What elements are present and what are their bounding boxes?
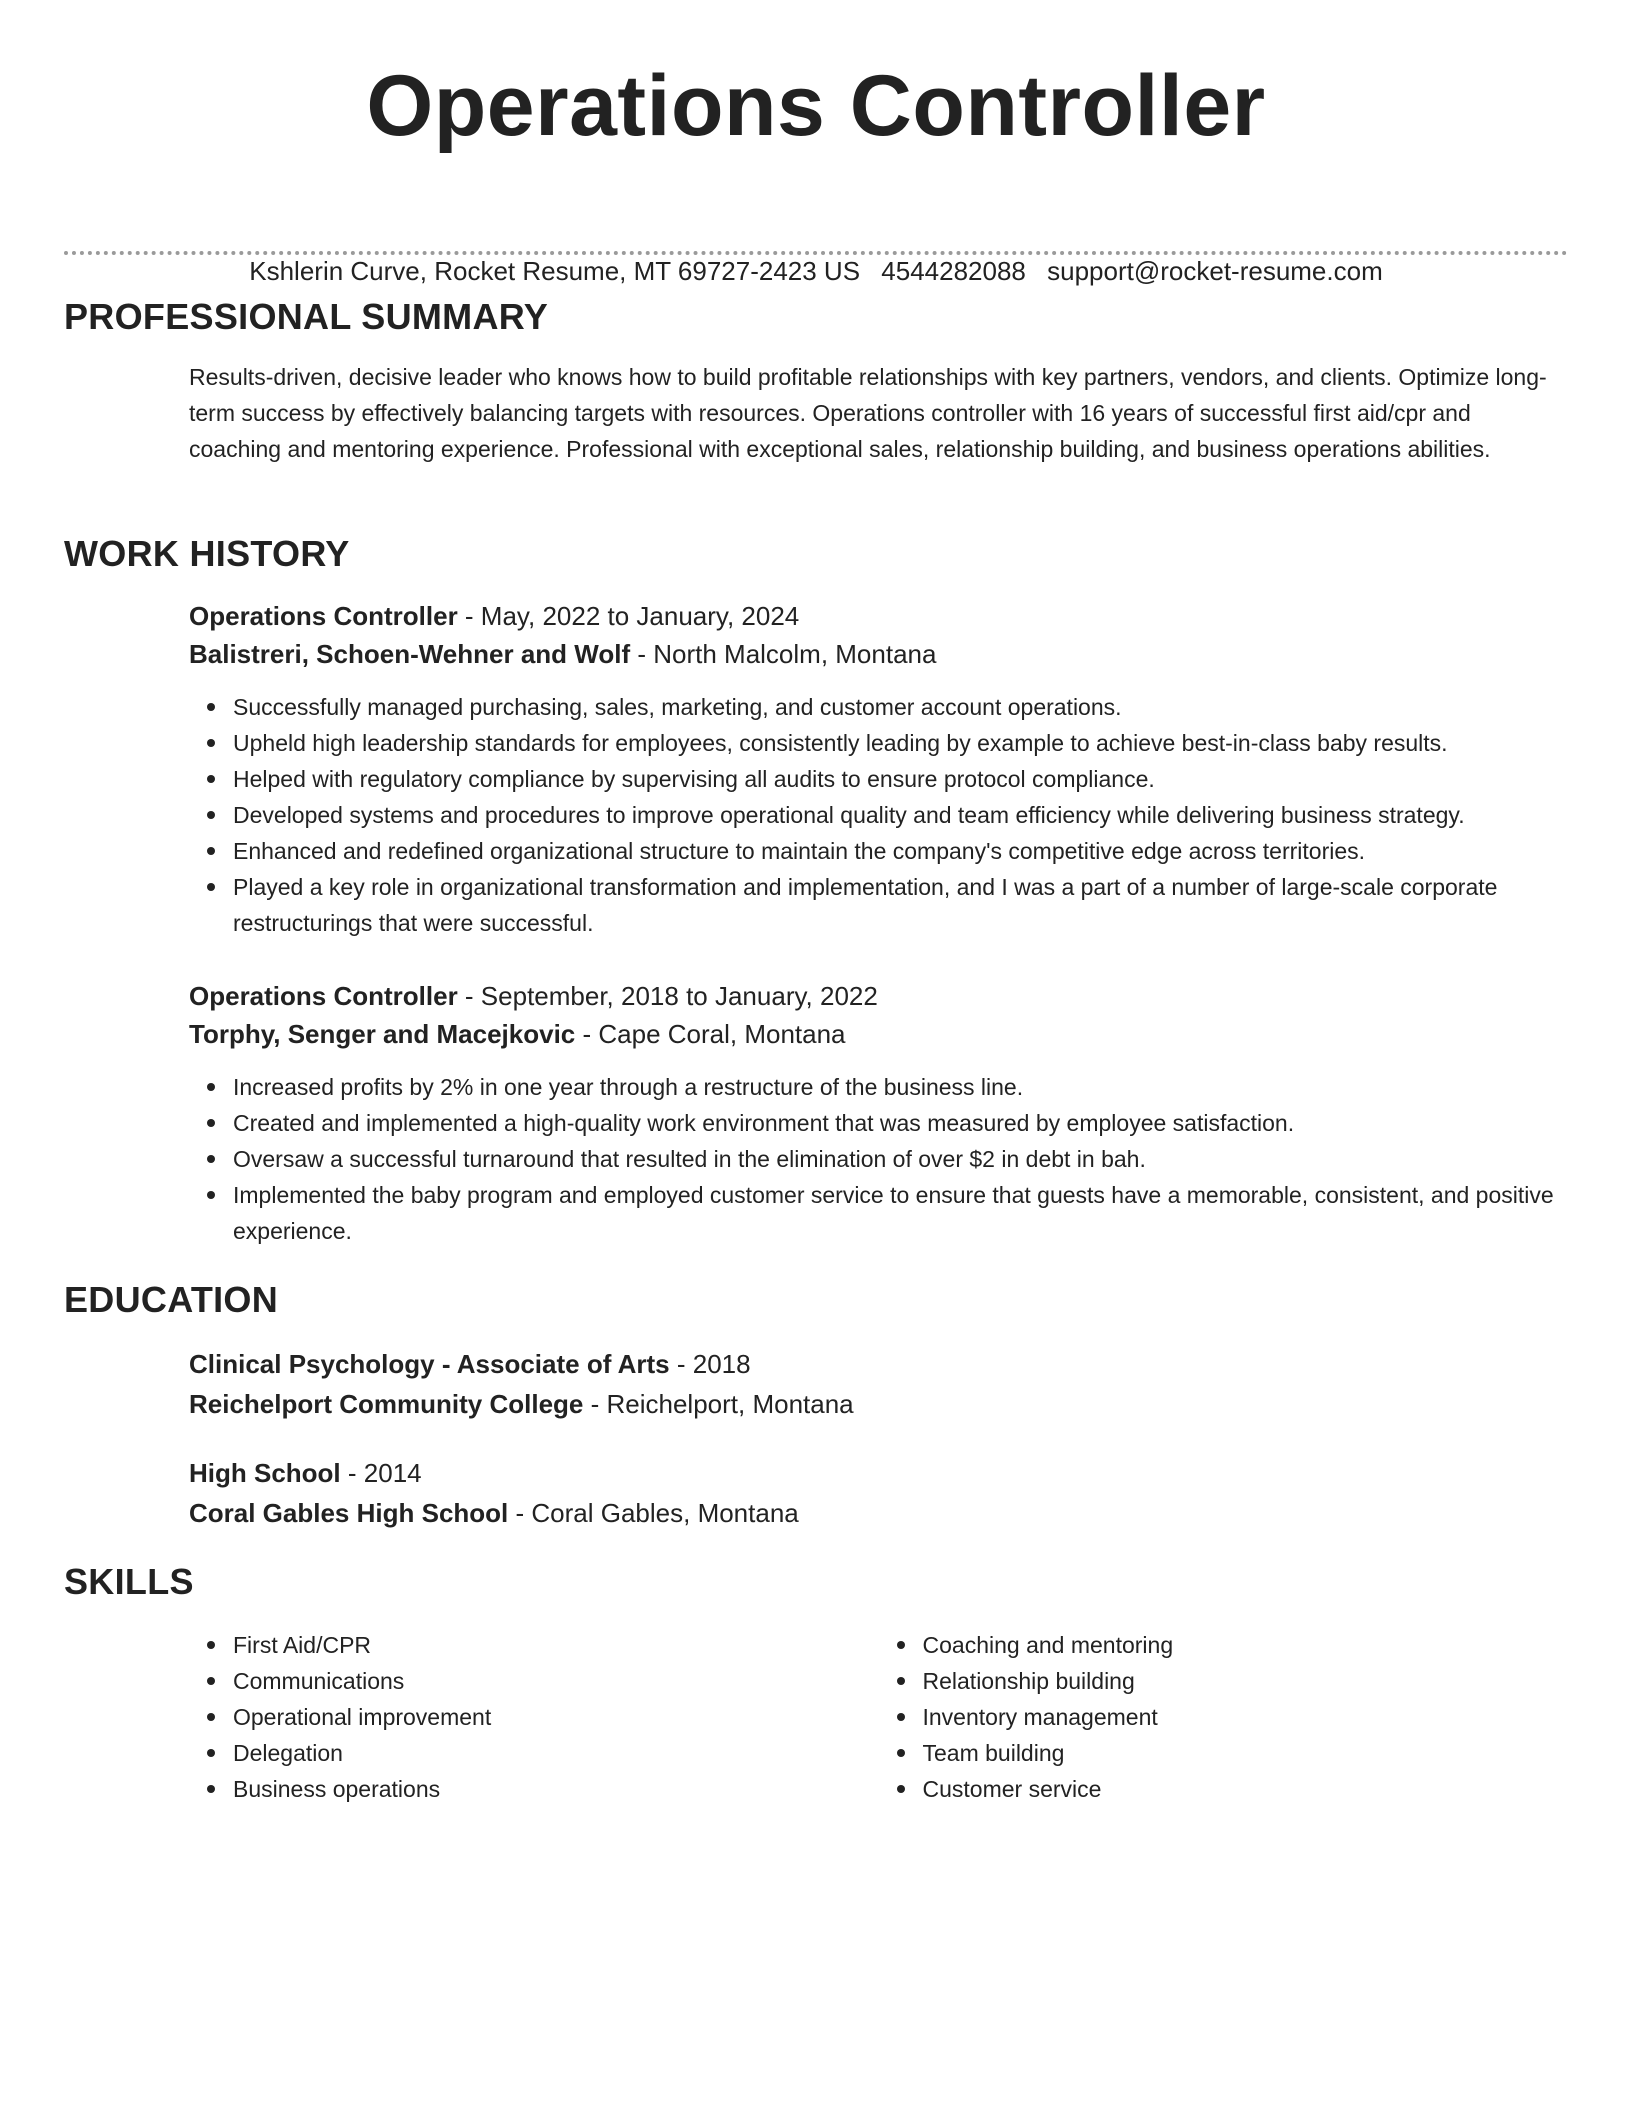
skill-item: Inventory management (923, 1699, 1569, 1735)
job-dates: - September, 2018 to January, 2022 (457, 981, 878, 1011)
contact-phone: 4544282088 (881, 256, 1026, 286)
job-company: Torphy, Senger and Macejkovic (189, 1019, 576, 1049)
skills-list-right (879, 1627, 1569, 1807)
summary-block (189, 359, 1568, 467)
list-item: Played a key role in organizational transformation and implementation, and I was a part of a number of large-scale corporate restructurings that were successful. (233, 869, 1568, 941)
candidate-name: Operations Controller (366, 58, 1266, 154)
education-school-line (189, 1384, 1568, 1424)
header-divider (64, 251, 1568, 255)
education-school: Coral Gables High School (189, 1498, 509, 1528)
job-company-line (189, 1015, 1568, 1053)
list-item: Upheld high leadership standards for employees, consistently leading by example to achieve best-in-class baby results. (233, 725, 1568, 761)
summary-text: Results-driven, decisive leader who knows how to build profitable relationships with key partners, vendors, and clients. Optimize long-term success by effectively balancing targets with resources. Operations controller with 16 years of successful first aid/cpr and coaching and mentoring experience. Professional with exceptional sales, relationship building, and business operations abilities. (189, 364, 1547, 462)
section-title-skills: SKILLS (64, 1561, 194, 1602)
education-degree-line (189, 1453, 1568, 1493)
skill-item: Relationship building (923, 1663, 1569, 1699)
job-bullets (189, 1069, 1568, 1249)
job-entry (189, 597, 1568, 941)
skill-item: Team building (923, 1735, 1569, 1771)
education-degree-line (189, 1344, 1568, 1384)
skill-item: Delegation (233, 1735, 879, 1771)
education-school: Reichelport Community College (189, 1389, 584, 1419)
section-title-work: WORK HISTORY (64, 533, 350, 574)
contact-email: support@rocket-resume.com (1047, 256, 1383, 286)
list-item: Oversaw a successful turnaround that resulted in the elimination of over $2 in debt in bah. (233, 1141, 1568, 1177)
list-item: Developed systems and procedures to improve operational quality and team efficiency while delivering business strategy. (233, 797, 1568, 833)
skill-item: Communications (233, 1663, 879, 1699)
job-location: - North Malcolm, Montana (630, 639, 937, 669)
job-title-line (189, 977, 1568, 1015)
list-item: Created and implemented a high-quality work environment that was measured by employee satisfaction. (233, 1105, 1568, 1141)
job-bullets (189, 689, 1568, 941)
contact-line (0, 255, 1632, 287)
education-degree: Clinical Psychology - Associate of Arts (189, 1349, 670, 1379)
education-entry (189, 1344, 1568, 1424)
skills-block (189, 1627, 1568, 1807)
list-item: Successfully managed purchasing, sales, marketing, and customer account operations. (233, 689, 1568, 725)
education-year: - 2018 (669, 1349, 751, 1379)
contact-address: Kshlerin Curve, Rocket Resume, MT 69727-2423 US (249, 256, 861, 286)
job-dates: - May, 2022 to January, 2024 (457, 601, 800, 631)
education-location: - Coral Gables, Montana (508, 1498, 799, 1528)
education-degree: High School (189, 1458, 341, 1488)
job-company-line (189, 635, 1568, 673)
job-location: - Cape Coral, Montana (575, 1019, 846, 1049)
list-item: Increased profits by 2% in one year through a restructure of the business line. (233, 1069, 1568, 1105)
skill-item: First Aid/CPR (233, 1627, 879, 1663)
skill-item: Customer service (923, 1771, 1569, 1807)
skills-list-left (189, 1627, 879, 1807)
skill-item: Business operations (233, 1771, 879, 1807)
list-item: Implemented the baby program and employed customer service to ensure that guests have a memorable, consistent, and positive experience. (233, 1177, 1568, 1249)
job-entry (189, 977, 1568, 1249)
job-title: Operations Controller (189, 981, 458, 1011)
education-year: - 2014 (340, 1458, 422, 1488)
skill-item: Operational improvement (233, 1699, 879, 1735)
list-item: Helped with regulatory compliance by supervising all audits to ensure protocol compliance. (233, 761, 1568, 797)
list-item: Enhanced and redefined organizational structure to maintain the company's competitive edge across territories. (233, 833, 1568, 869)
education-school-line (189, 1493, 1568, 1533)
job-company: Balistreri, Schoen-Wehner and Wolf (189, 639, 631, 669)
section-title-summary: PROFESSIONAL SUMMARY (64, 296, 549, 337)
job-title: Operations Controller (189, 601, 458, 631)
education-entry (189, 1453, 1568, 1533)
section-title-education: EDUCATION (64, 1279, 279, 1320)
job-title-line (189, 597, 1568, 635)
skill-item: Coaching and mentoring (923, 1627, 1569, 1663)
education-location: - Reichelport, Montana (583, 1389, 854, 1419)
